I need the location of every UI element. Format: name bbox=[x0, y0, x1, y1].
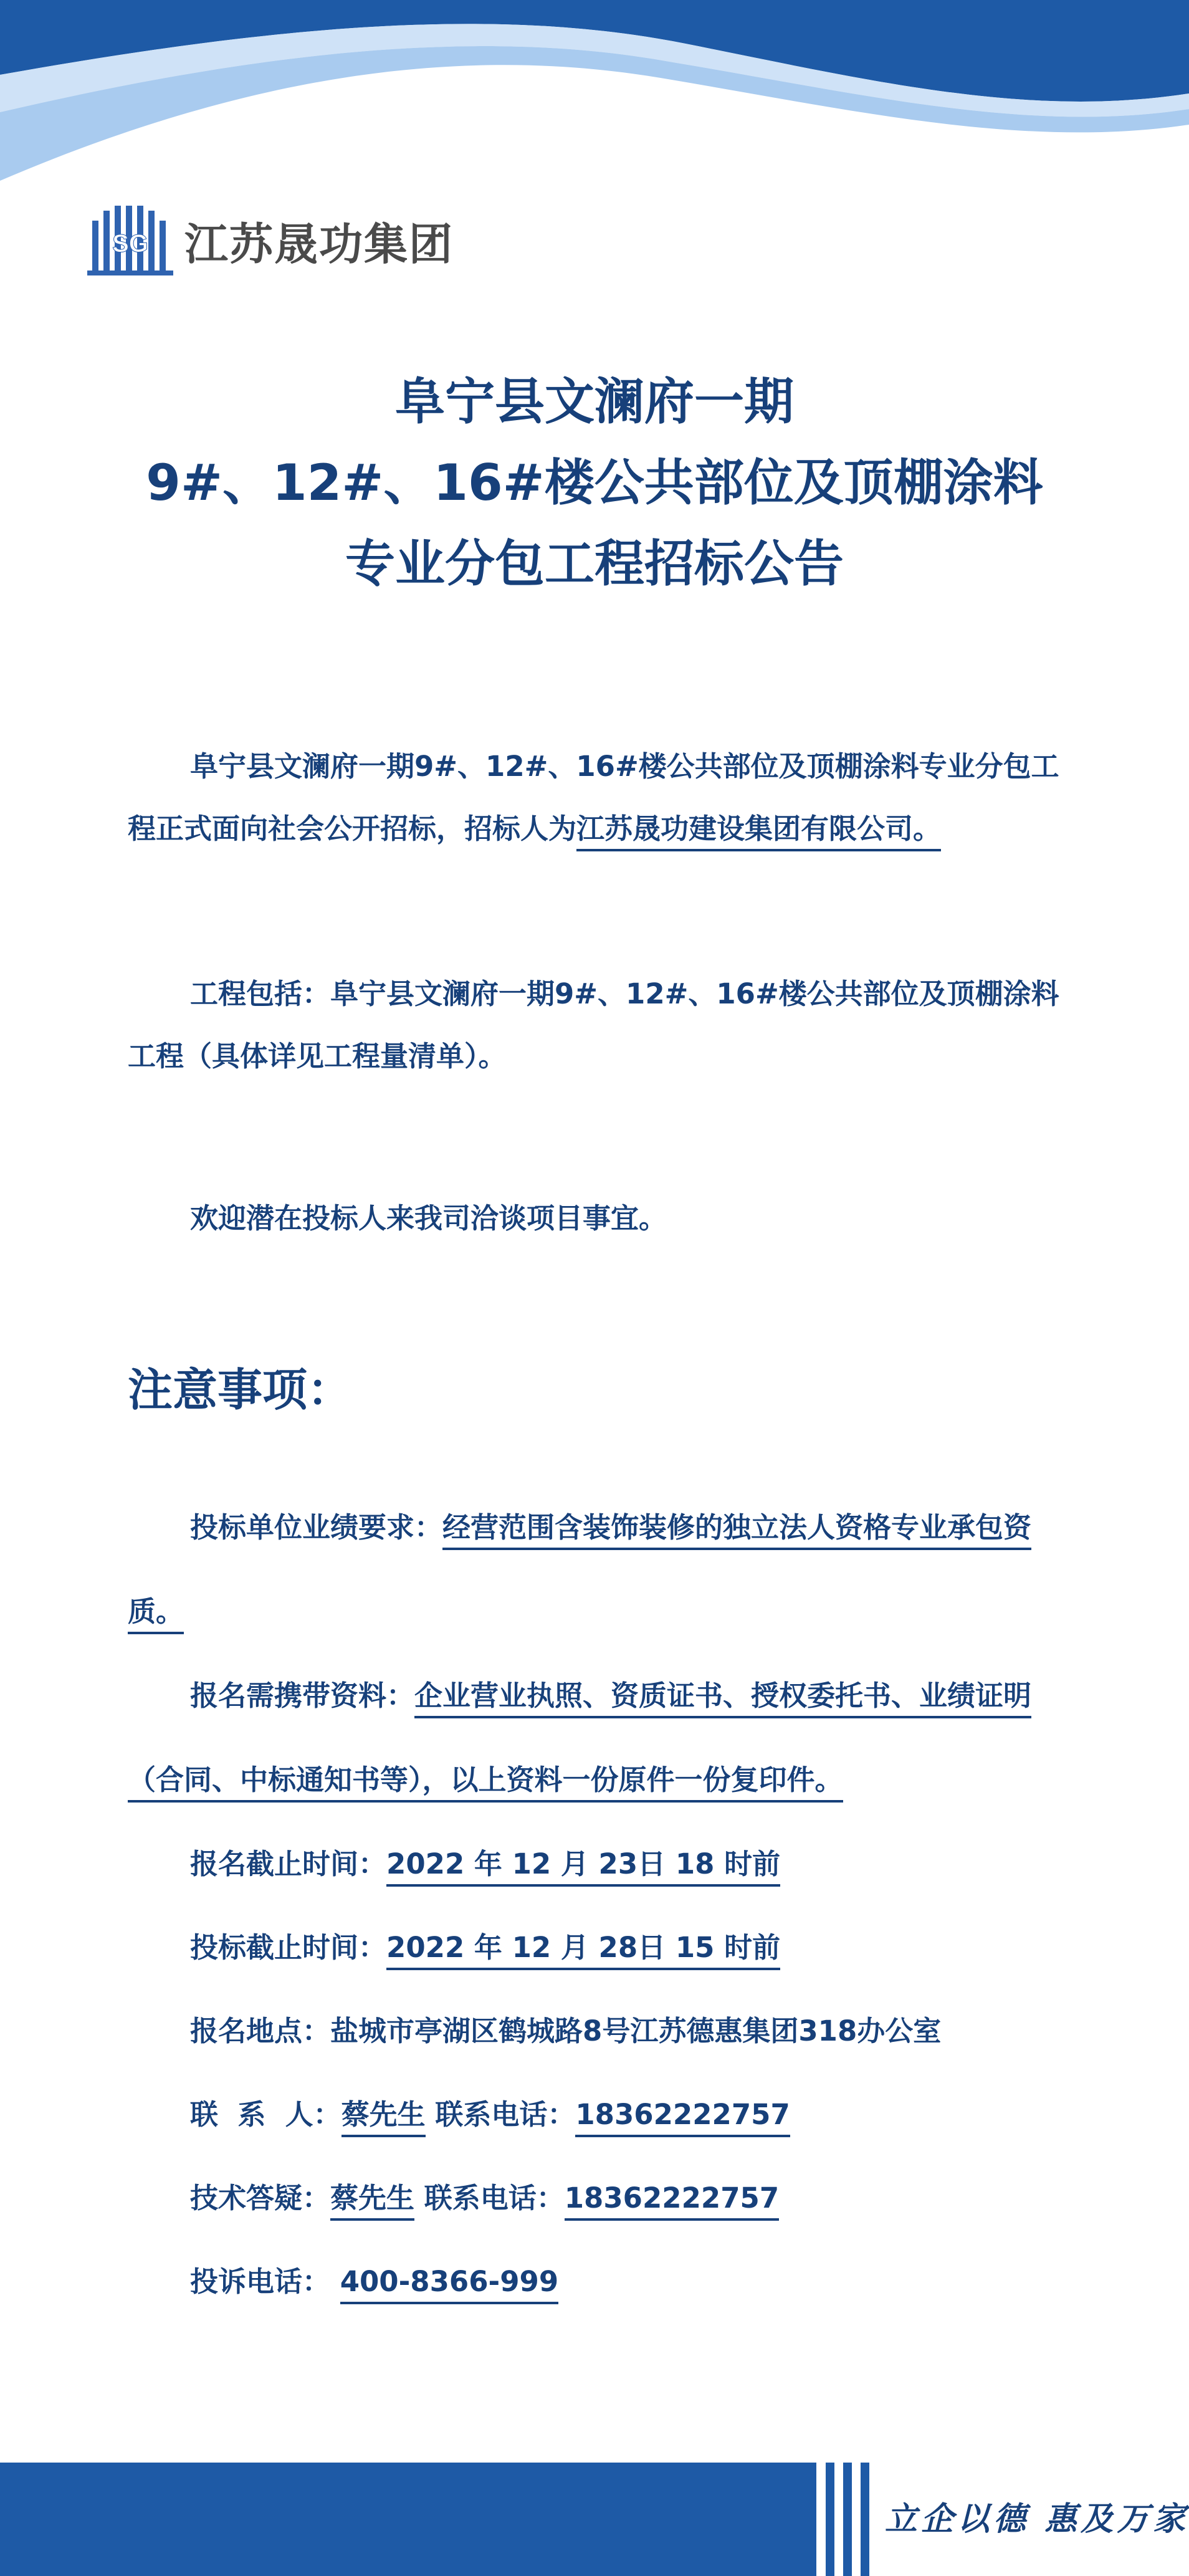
title-line-3: 专业分包工程招标公告 bbox=[345, 535, 844, 593]
title-line-2: 9#、12#、16#楼公共部位及顶棚涂料 bbox=[146, 454, 1043, 512]
contact-label: 联 系 人： bbox=[190, 2098, 341, 2131]
registration-deadline-value: 2022 年 12 月 23日 18 时前 bbox=[386, 1847, 780, 1887]
documents-value: 企业营业执照、资质证书、授权委托书、业绩证明（合同、中标通知书等），以上资料一份原件一份复印件。 bbox=[128, 1679, 1031, 1803]
contact-name: 蔡先生 bbox=[341, 2098, 426, 2137]
tech-label: 技术答疑： bbox=[190, 2181, 331, 2214]
contact-row bbox=[190, 2087, 790, 2143]
intro-text: 阜宁县文澜府一期9#、12#、16#楼公共部位及顶棚涂料专业分包工程正式面向社会公开招标，招标人为 bbox=[128, 750, 1059, 845]
footer-stripe bbox=[861, 2463, 869, 2576]
registration-place bbox=[190, 2003, 941, 2059]
intro-paragraph bbox=[128, 735, 1062, 860]
title-line-1: 阜宁县文澜府一期 bbox=[395, 373, 794, 431]
registration-deadline bbox=[190, 1836, 780, 1892]
footer-slogan: 立企以德 惠及万家 bbox=[885, 2500, 1189, 2538]
bid-deadline-label: 投标截止时间： bbox=[190, 1931, 387, 1964]
performance-value: 经营范围含装饰装修的独立法人资格专业承包资质。 bbox=[128, 1511, 1031, 1634]
footer-blue-band bbox=[0, 2463, 816, 2576]
registration-documents bbox=[128, 1654, 1062, 1822]
tech-support-row bbox=[190, 2170, 779, 2226]
tech-phone[interactable]: 18362222757 bbox=[565, 2181, 779, 2221]
footer-stripes bbox=[826, 2463, 869, 2576]
performance-requirement bbox=[128, 1485, 1062, 1654]
contact-phone-label: 联系电话： bbox=[435, 2098, 576, 2131]
notes-heading: 注意事项： bbox=[128, 1364, 353, 1416]
performance-label: 投标单位业绩要求： bbox=[190, 1511, 443, 1544]
registration-place-label: 报名地点： bbox=[190, 2014, 331, 2047]
registration-deadline-label: 报名截止时间： bbox=[190, 1847, 387, 1880]
logo-icon bbox=[87, 206, 173, 275]
complaint-label: 投诉电话： bbox=[190, 2265, 331, 2298]
tech-name: 蔡先生 bbox=[330, 2181, 414, 2221]
company-logo bbox=[87, 206, 454, 275]
footer-stripe bbox=[826, 2463, 834, 2576]
bid-deadline-value: 2022 年 12 月 28日 15 时前 bbox=[386, 1931, 780, 1970]
bid-deadline bbox=[190, 1920, 780, 1976]
contact-phone[interactable]: 18362222757 bbox=[575, 2098, 790, 2137]
svg-text:SG: SG bbox=[112, 230, 148, 257]
welcome-paragraph: 欢迎潜在投标人来我司洽谈项目事宜。 bbox=[190, 1202, 667, 1235]
registration-place-value: 盐城市亭湖区鹤城路8号江苏德惠集团318办公室 bbox=[330, 2014, 942, 2047]
scope-paragraph: 工程包括：阜宁县文澜府一期9#、12#、16#楼公共部位及顶棚涂料工程（具体详见工程量清单）。 bbox=[128, 977, 1059, 1073]
complaint-phone[interactable]: 400-8366-999 bbox=[340, 2265, 558, 2304]
complaint-row bbox=[190, 2254, 558, 2310]
tenderer-name: 江苏晟功建设集团有限公司。 bbox=[576, 812, 941, 851]
company-name: 江苏晟功集团 bbox=[184, 218, 454, 270]
tech-phone-label: 联系电话： bbox=[424, 2181, 565, 2214]
documents-label: 报名需携带资料： bbox=[190, 1679, 415, 1712]
notice-title bbox=[0, 362, 1189, 605]
footer-stripe bbox=[843, 2463, 852, 2576]
header-wave-decoration bbox=[0, 0, 1189, 181]
